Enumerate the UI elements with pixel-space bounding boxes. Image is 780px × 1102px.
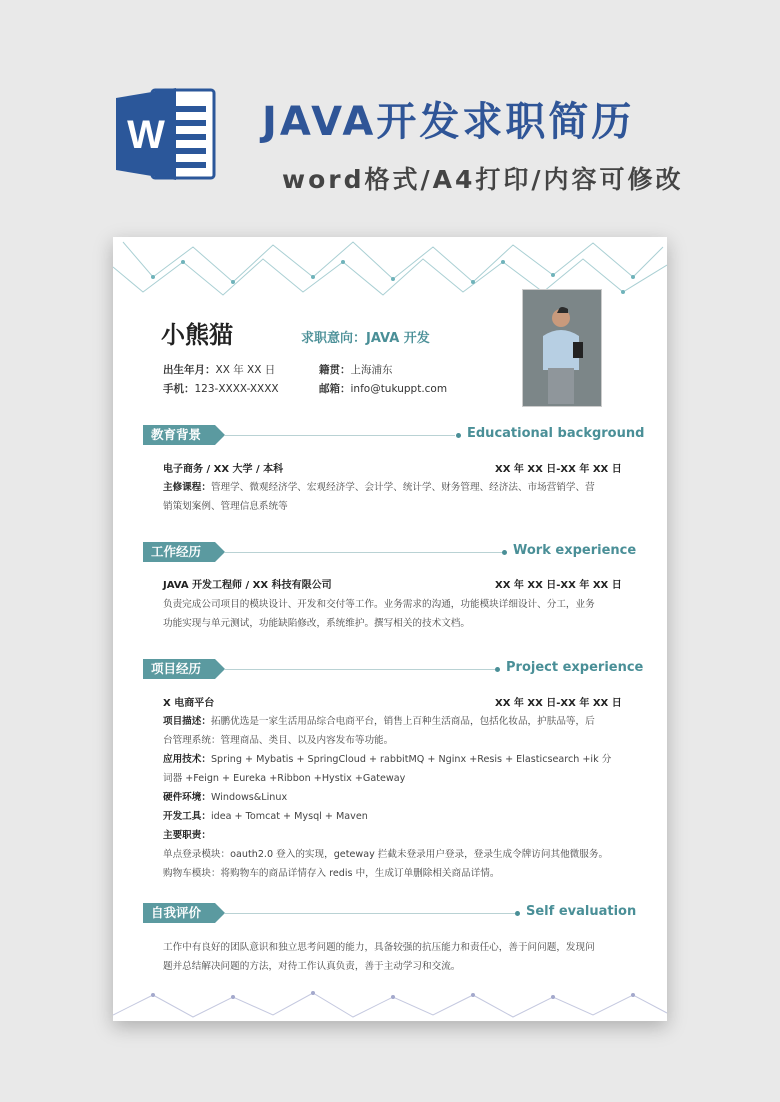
decorative-pattern-bottom [113,985,667,1021]
word-letter: W [127,113,165,157]
section-divider [225,435,455,436]
section-dot [456,433,461,438]
section-title-self-en: Self evaluation [526,904,637,919]
candidate-name: 小熊猫 [161,321,233,349]
project-hardware: 硬件环境：Windows&Linux [163,792,288,803]
work-position: JAVA 开发工程师 / XX 科技有限公司 [163,580,332,591]
work-description: 负责完成公司项目的模块设计、开发和交付等工作。业务需求的沟通，功能模块详细设计、分工，业务 [163,599,595,610]
project-tech: 应用技术：Spring + Mybatis + SpringCloud + rabbitMQ + Nginx +Resis + Elasticsearch +ik 分 [163,754,612,765]
decorative-pattern-top [113,237,667,297]
project-name: X 电商平台 [163,698,215,709]
section-divider [225,913,515,914]
project-description-cont: 台管理系统：管理商品、类目、以及内容发布等功能。 [163,735,394,746]
education-courses-cont: 销策划案例、管理信息系统等 [163,501,288,512]
project-description: 项目描述：拓鹏优选是一家生活用品综合电商平台，销售上百种生活商品，包括化妆品，护肤品等，后 [163,716,595,727]
project-duty-2: 购物车模块：将购物车的商品详情存入 redis 中，生成订单删除相关商品详情。 [163,868,500,879]
profile-photo [522,289,602,407]
section-title-work-en: Work experience [513,543,637,558]
self-evaluation: 工作中有良好的团队意识和独立思考问题的能力，具备较强的抗压能力和责任心，善于问问题，发现问 [163,942,595,953]
banner-title: JAVA开发求职简历 [262,99,635,145]
resume-page [113,237,667,1021]
section-dot [515,911,520,916]
work-description-cont: 功能实现与单元测试，功能缺陷修改，系统维护。撰写相关的技术文档。 [163,618,470,629]
work-dates: XX 年 XX 日-XX 年 XX 日 [495,580,622,591]
section-tag-work: 工作经历 [143,542,215,562]
section-title-education-en: Educational background [467,426,645,441]
birth-info: 出生年月：XX 年 XX 日 [163,364,276,376]
section-dot [495,667,500,672]
section-title-project-en: Project experience [506,660,644,675]
section-tag-education: 教育背景 [143,425,215,445]
education-degree: 电子商务 / XX 大学 / 本科 [163,464,284,475]
project-tools: 开发工具：idea + Tomcat + Mysql + Maven [163,811,368,822]
project-duties-label: 主要职责： [163,830,211,841]
section-dot [502,550,507,555]
section-divider [225,552,502,553]
banner-subtitle: word格式/A4打印/内容可修改 [282,165,684,194]
project-duty-1: 单点登录模块：oauth2.0 登入的实现，geteway 拦截未登录用户登录，登录生成令牌访问其他微服务。 [163,849,609,860]
project-tech-cont: 词器 +Feign + Eureka +Ribbon +Hystix +Gateway [163,773,406,784]
section-divider [225,669,495,670]
education-courses: 主修课程：管理学、微观经济学、宏观经济学、会计学、统计学、财务管理、经济法、市场营销学、营 [163,482,595,493]
job-intent: 求职意向：JAVA 开发 [301,331,430,346]
section-tag-self: 自我评价 [143,903,215,923]
word-icon [114,84,220,184]
self-evaluation-cont: 题并总结解决问题的方法，对待工作认真负责，善于主动学习和交流。 [163,961,461,972]
project-dates: XX 年 XX 日-XX 年 XX 日 [495,698,622,709]
phone-info: 手机：123-XXXX-XXXX [163,383,279,395]
section-tag-project: 项目经历 [143,659,215,679]
email-info: 邮箱：info@tukuppt.com [319,383,448,395]
education-dates: XX 年 XX 日-XX 年 XX 日 [495,464,622,475]
origin-info: 籍贯：上海浦东 [319,364,393,376]
